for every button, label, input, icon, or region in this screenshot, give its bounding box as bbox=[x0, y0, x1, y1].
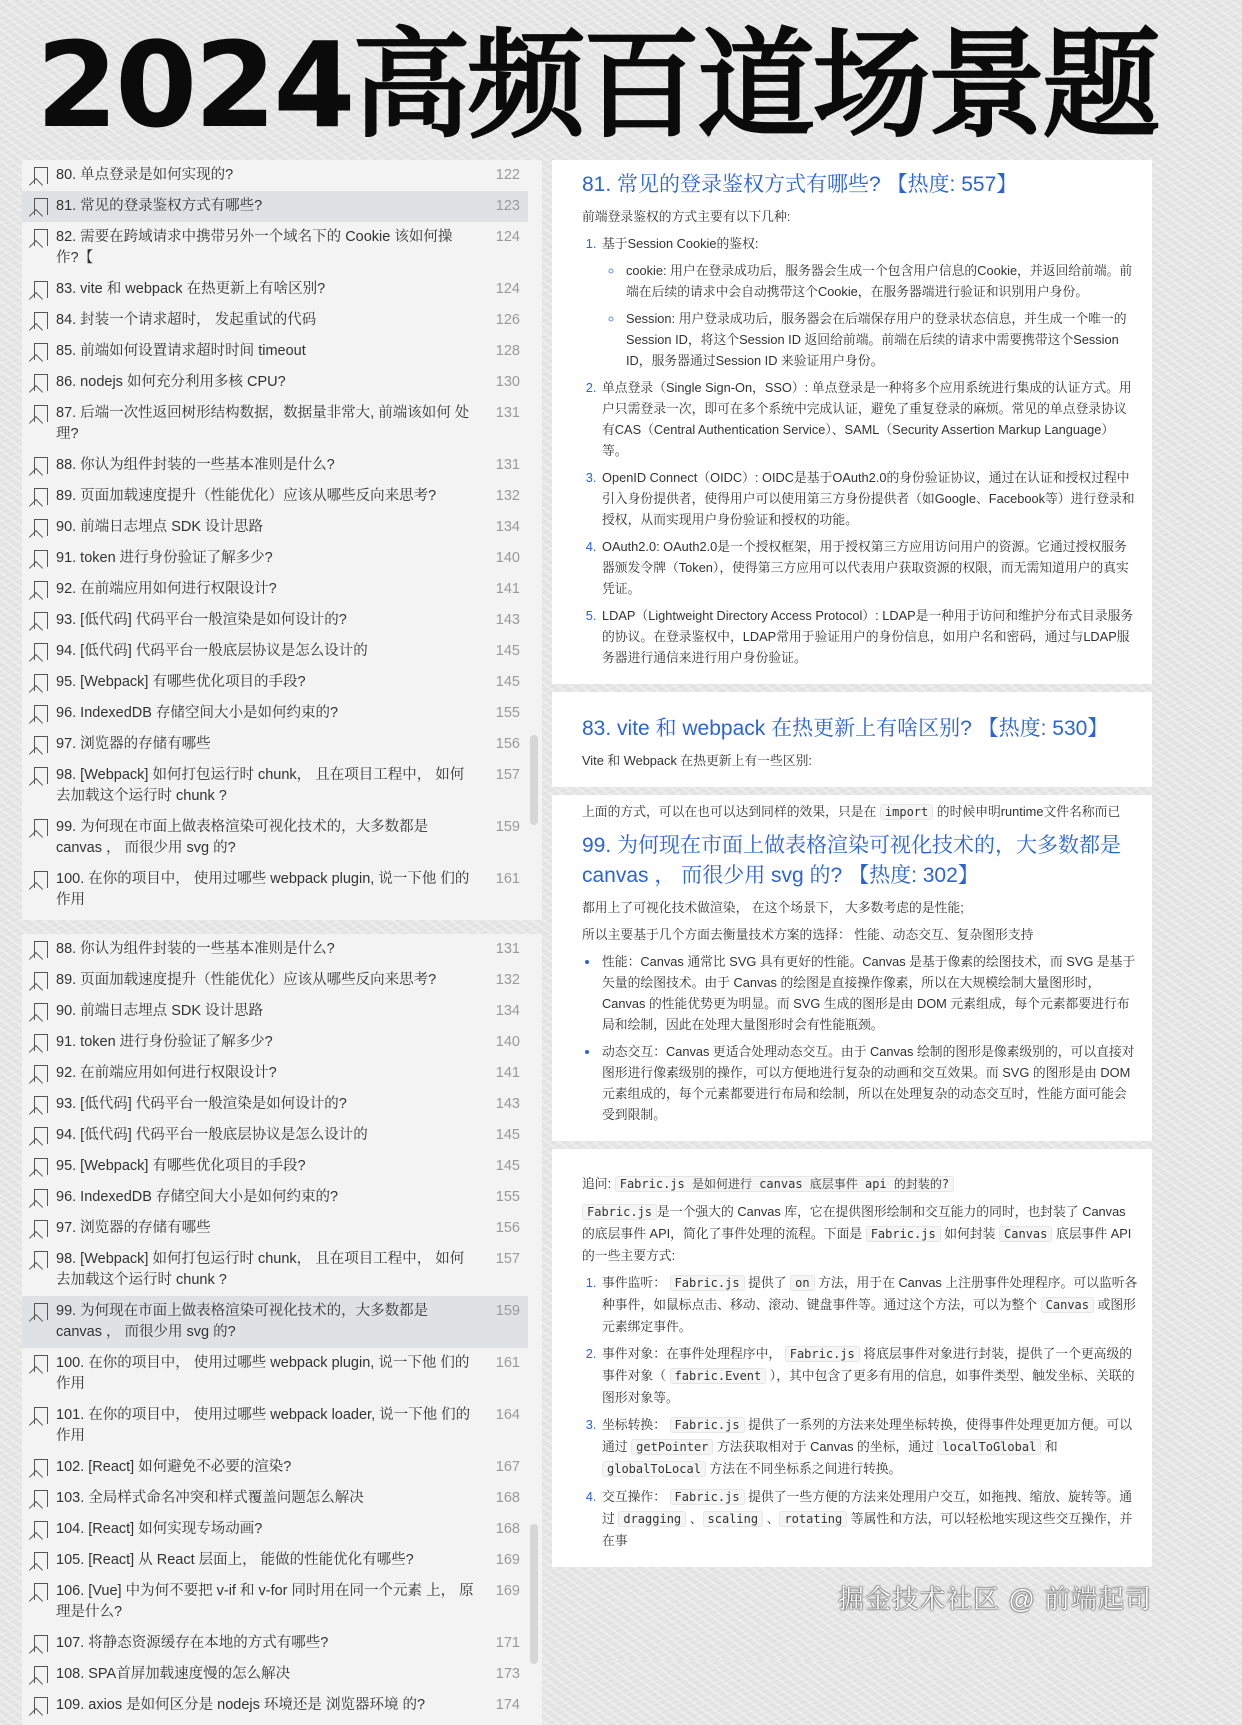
toc-item[interactable] bbox=[22, 1182, 528, 1213]
toc-item-title: 99. 为何现在市面上做表格渲染可视化技术的，大多数都是 canvas ， 而很少用 svg 的? bbox=[56, 1303, 429, 1340]
bookmark-icon bbox=[34, 519, 48, 536]
toc-item[interactable] bbox=[22, 1659, 528, 1690]
text-segment: 是一个强大的 Canvas 库，它在提供图形绘制和交互能力的同时，也封装了 Canvas 的底层事件 API，简化了事件处理的流程。下面是 bbox=[582, 1204, 1126, 1241]
inline-code: localToGlobal bbox=[937, 1439, 1041, 1455]
toc-item[interactable] bbox=[22, 543, 528, 574]
sub-list-item: ◦ Session: 用户登录成功后，服务器会在后端保存用户的登录状态信息，并生成一个唯一的Session ID，将这个Session ID 返回给前端。前端在后续的请求中需要携带这个Session ID，服务器通过Session ID 来验证用户身份。 bbox=[624, 308, 1138, 371]
toc-list-bottom bbox=[22, 934, 542, 1725]
toc-item-page: 169 bbox=[495, 1583, 520, 1599]
toc-item-title: 88. 你认为组件封装的一些基本准则是什么? bbox=[56, 941, 335, 957]
list-item: 4. OAuth2.0: OAuth2.0是一个授权框架，用于授权第三方应用访问用户的资源。它通过授权服务器颁发令牌（Token），使得第三方应用可以代表用户获取资源的权限，而无需知道用户的真实凭证。 bbox=[600, 536, 1138, 599]
bookmark-icon bbox=[34, 457, 48, 474]
toc-item[interactable] bbox=[22, 1628, 528, 1659]
inline-code: on bbox=[790, 1275, 814, 1291]
paragraph: 都用上了可视化技术做渲染， 在这个场景下， 大多数考虑的是性能; bbox=[582, 900, 964, 915]
bookmark-icon bbox=[34, 229, 48, 246]
toc-item-title: 100. 在你的项目中， 使用过哪些 webpack plugin, 说一下他 们的作用 bbox=[56, 1355, 470, 1392]
toc-item-title: 90. 前端日志埋点 SDK 设计思路 bbox=[56, 519, 264, 535]
bookmark-icon bbox=[34, 1521, 48, 1538]
sub-list-item: ◦ cookie: 用户在登录成功后，服务器会生成一个包含用户信息的Cookie，并返回给前端。前端在后续的请求中会自动携带这个Cookie，在服务器端进行验证和识别用户身份。 bbox=[624, 260, 1138, 302]
bookmark-icon bbox=[34, 488, 48, 505]
toc-item-title: 95. [Webpack] 有哪些优化项目的手段? bbox=[56, 674, 306, 690]
inline-code: Fabric.js bbox=[670, 1275, 745, 1291]
toc-item[interactable] bbox=[22, 934, 528, 965]
bookmark-icon bbox=[34, 819, 48, 836]
bookmark-icon bbox=[34, 581, 48, 598]
paragraph bbox=[582, 1201, 1138, 1266]
paragraph: Vite 和 Webpack 在热更新上有一些区别: bbox=[582, 753, 812, 768]
toc-item-page: 168 bbox=[495, 1490, 520, 1506]
toc-item[interactable] bbox=[22, 1576, 528, 1628]
bookmark-icon bbox=[34, 941, 48, 958]
section-heading: 83. vite 和 webpack 在热更新上有啥区别? 【热度: 530】 bbox=[582, 717, 1109, 740]
text-segment: 提供了一系列的方法来处理坐标转换，使得事件处理更加方便。可以通过 bbox=[602, 1417, 1133, 1454]
toc-item[interactable] bbox=[22, 274, 528, 305]
toc-item-page: 159 bbox=[495, 819, 520, 835]
list-item: • 性能：Canvas 通常比 SVG 具有更好的性能。Canvas 是基于像素的绘图技术，而 SVG 是基于矢量的绘图技术。由于 Canvas 的绘图是直接操作像素，所以在大规模绘制大量图形时，Canvas 的性能优势更为明显。而 SVG 生成的图形是由 DOM 元素组成，每个元素都要进行布局和绘制，因此在处理大量图形时会有性能瓶颈。 bbox=[600, 951, 1138, 1035]
text-segment: 方法获取相对于 Canvas 的坐标，通过 bbox=[713, 1439, 938, 1454]
inline-code: Fabric.js bbox=[582, 1204, 657, 1220]
text-segment: 交互操作： bbox=[602, 1489, 670, 1504]
text-segment: 和 bbox=[1041, 1439, 1058, 1454]
inline-code: Fabric.js 是如何进行 canvas 底层事件 api 的封装的? bbox=[615, 1176, 954, 1192]
toc-item-title: 91. token 进行身份验证了解多少? bbox=[56, 550, 273, 566]
toc-item[interactable] bbox=[22, 864, 528, 916]
toc-item[interactable] bbox=[22, 160, 528, 191]
toc-item[interactable] bbox=[22, 760, 528, 812]
toc-item-title: 86. nodejs 如何充分利用多核 CPU? bbox=[56, 374, 286, 390]
toc-item[interactable] bbox=[22, 1089, 528, 1120]
toc-item-page: 131 bbox=[495, 457, 520, 473]
text-segment: 的时候申明runtime文件名称而已 bbox=[933, 804, 1121, 819]
inline-code: getPointer bbox=[631, 1439, 713, 1455]
bookmark-icon bbox=[34, 1355, 48, 1372]
toc-item-title: 96. IndexedDB 存储空间大小是如何约束的? bbox=[56, 705, 339, 721]
toc-item[interactable] bbox=[22, 367, 528, 398]
toc-list-top bbox=[22, 160, 542, 920]
text-segment: 等属性和方法，可以轻松地实现这些交互操作，并在事 bbox=[602, 1511, 1133, 1548]
bookmark-icon bbox=[34, 1490, 48, 1507]
toc-item-title: 107. 将静态资源缓存在本地的方式有哪些? bbox=[56, 1635, 329, 1651]
text-segment: 、 bbox=[763, 1511, 780, 1526]
toc-item[interactable] bbox=[22, 1213, 528, 1244]
toc-item-page: 145 bbox=[495, 1158, 520, 1174]
toc-item-page: 143 bbox=[495, 612, 520, 628]
toc-item-page: 145 bbox=[495, 643, 520, 659]
toc-item[interactable] bbox=[22, 481, 528, 512]
bookmark-icon bbox=[34, 1189, 48, 1206]
inline-code: rotating bbox=[779, 1511, 847, 1527]
toc-item[interactable] bbox=[22, 812, 528, 864]
toc-item-page: 164 bbox=[495, 1407, 520, 1423]
inline-code: dragging bbox=[618, 1511, 686, 1527]
toc-item[interactable] bbox=[22, 1348, 528, 1400]
text-segment: 坐标转换： bbox=[602, 1417, 670, 1432]
scrollbar[interactable] bbox=[530, 1524, 538, 1664]
toc-item-title: 85. 前端如何设置请求超时时间 timeout bbox=[56, 343, 306, 359]
toc-item-title: 83. vite 和 webpack 在热更新上有啥区别? bbox=[56, 281, 326, 297]
toc-item-page: 123 bbox=[495, 198, 520, 214]
toc-item-title: 94. [低代码] 代码平台一般底层协议是怎么设计的 bbox=[56, 643, 368, 659]
inline-code: fabric.Event bbox=[670, 1368, 767, 1384]
bookmark-icon bbox=[34, 312, 48, 329]
paragraph: 前端登录鉴权的方式主要有以下几种: bbox=[582, 209, 791, 224]
toc-item-title: 82. 需要在跨域请求中携带另外一个域名下的 Cookie 该如何操 作?【 bbox=[56, 229, 453, 266]
toc-item-title: 88. 你认为组件封装的一些基本准则是什么? bbox=[56, 457, 335, 473]
text-segment: 方法，用于在 Canvas 上注册事件处理程序。可以监听各种事件，如鼠标点击、移动、滚动、键盘事件等。通过这个方法，可以为整个 bbox=[602, 1275, 1138, 1312]
bookmark-icon bbox=[34, 1635, 48, 1652]
toc-item-page: 130 bbox=[495, 374, 520, 390]
toc-item[interactable] bbox=[22, 729, 528, 760]
toc-item-page: 145 bbox=[495, 674, 520, 690]
toc-item-page: 122 bbox=[495, 167, 520, 183]
toc-item-title: 98. [Webpack] 如何打包运行时 chunk， 且在项目工程中， 如何去加载这个运行时 chunk ? bbox=[56, 1251, 465, 1288]
scrollbar[interactable] bbox=[530, 735, 538, 825]
toc-item-page: 161 bbox=[495, 1355, 520, 1371]
toc-item-title: 91. token 进行身份验证了解多少? bbox=[56, 1034, 273, 1050]
text-segment: 如何封装 bbox=[940, 1226, 1000, 1241]
toc-item[interactable] bbox=[22, 1058, 528, 1089]
list-item bbox=[600, 1272, 1138, 1337]
text-segment: 、 bbox=[686, 1511, 703, 1526]
toc-item-page: 157 bbox=[495, 767, 520, 783]
paragraph bbox=[582, 801, 1138, 823]
bookmark-icon bbox=[34, 1552, 48, 1569]
toc-item-title: 93. [低代码] 代码平台一般渲染是如何设计的? bbox=[56, 612, 347, 628]
text-segment: 追问: bbox=[582, 1176, 615, 1191]
inline-code: Canvas bbox=[1041, 1297, 1094, 1313]
toc-item-title: 100. 在你的项目中， 使用过哪些 webpack plugin, 说一下他 们的作用 bbox=[56, 871, 470, 908]
inline-code: Fabric.js bbox=[670, 1489, 745, 1505]
toc-item[interactable] bbox=[22, 305, 528, 336]
toc-item[interactable] bbox=[22, 1400, 528, 1452]
toc-item-title: 93. [低代码] 代码平台一般渲染是如何设计的? bbox=[56, 1096, 347, 1112]
right-column bbox=[552, 160, 1152, 1616]
toc-item-title: 96. IndexedDB 存储空间大小是如何约束的? bbox=[56, 1189, 339, 1205]
inline-code: Canvas bbox=[999, 1226, 1052, 1242]
toc-item[interactable] bbox=[22, 1244, 528, 1296]
toc-item-title: 87. 后端一次性返回树形结构数据，数据量非常大, 前端该如何 处理? bbox=[56, 405, 470, 442]
bookmark-icon bbox=[34, 1158, 48, 1175]
text-segment: 事件对象：在事件处理程序中， bbox=[602, 1346, 785, 1361]
toc-item-title: 84. 封装一个请求超时， 发起重试的代码 bbox=[56, 312, 317, 328]
doc-section-fabric bbox=[552, 1149, 1152, 1567]
toc-item-page: 124 bbox=[495, 229, 520, 245]
toc-item-page: 124 bbox=[495, 281, 520, 297]
toc-item[interactable] bbox=[22, 336, 528, 367]
doc-section-99 bbox=[552, 795, 1152, 1141]
bookmark-icon bbox=[34, 405, 48, 422]
bookmark-icon bbox=[34, 1065, 48, 1082]
bookmark-icon bbox=[34, 1303, 48, 1320]
toc-item-page: 167 bbox=[495, 1459, 520, 1475]
text-segment: 事件监听： bbox=[602, 1275, 670, 1290]
list-item: 5. LDAP（Lightweight Directory Access Protocol）: LDAP是一种用于访问和维护分布式目录服务的协议。在登录鉴权中，LDAP常用于验证用户的身份信息，如用户名和密码，通过与LDAP服务器进行通信来进行用户身份验证。 bbox=[600, 605, 1138, 668]
toc-item-title: 106. [Vue] 中为何不要把 v-if 和 v-for 同时用在同一个元素 上， 原理是什么? bbox=[56, 1583, 474, 1620]
toc-item-title: 92. 在前端应用如何进行权限设计? bbox=[56, 1065, 277, 1081]
toc-item-page: 132 bbox=[495, 972, 520, 988]
section-heading: 99. 为何现在市面上做表格渲染可视化技术的，大多数都是 canvas ， 而很少用 svg 的? 【热度: 302】 bbox=[582, 834, 1122, 887]
list-item: • 动态交互：Canvas 更适合处理动态交互。由于 Canvas 绘制的图形是像素级别的，可以直接对图形进行像素级别的操作，可以方便地进行复杂的动画和交互效果。而 SVG 的图形是由 DOM 元素组成的，每个元素都要进行布局和绘制，所以在处理复杂的动态交互时，性能方面可能会受到限制。 bbox=[600, 1041, 1138, 1125]
toc-item[interactable] bbox=[22, 398, 528, 450]
toc-item[interactable] bbox=[22, 965, 528, 996]
page-title: 2024高频百道场景题 bbox=[36, 16, 1158, 154]
bookmark-icon bbox=[34, 705, 48, 722]
bookmark-icon bbox=[34, 871, 48, 888]
toc-item-page: 156 bbox=[495, 1220, 520, 1236]
list-item bbox=[600, 1343, 1138, 1408]
bookmark-icon bbox=[34, 281, 48, 298]
toc-item[interactable] bbox=[22, 1514, 528, 1545]
text-segment: 方法在不同坐标系之间进行转换。 bbox=[705, 1461, 902, 1476]
toc-item[interactable] bbox=[22, 1545, 528, 1576]
toc-item-page: 155 bbox=[495, 705, 520, 721]
list-item: 2. 单点登录（Single Sign-On，SSO）: 单点登录是一种将多个应用系统进行集成的认证方式。用户只需登录一次，即可在多个系统中完成认证，避免了重复登录的麻烦。常见的单点登录协议有CAS（Central Authentication Service）、SAML（Security Assertion Markup Language）等。 bbox=[600, 377, 1138, 461]
toc-item-title: 94. [低代码] 代码平台一般底层协议是怎么设计的 bbox=[56, 1127, 368, 1143]
inline-code: Fabric.js bbox=[785, 1346, 860, 1362]
bookmark-icon bbox=[34, 1407, 48, 1424]
bookmark-icon bbox=[34, 550, 48, 567]
bookmark-icon bbox=[34, 374, 48, 391]
toc-item[interactable] bbox=[22, 636, 528, 667]
list-item: 3. OpenID Connect（OIDC）: OIDC是基于OAuth2.0的身份验证协议，通过在认证和授权过程中引入身份提供者，使得用户可以使用第三方身份提供者（如Google、Facebook等）进行登录和授权，从而实现用户身份验证和授权的功能。 bbox=[600, 467, 1138, 530]
fabric-list bbox=[600, 1272, 1138, 1551]
list-item bbox=[600, 1414, 1138, 1480]
toc-item-page: 132 bbox=[495, 488, 520, 504]
toc-item[interactable] bbox=[22, 1452, 528, 1483]
bookmark-icon bbox=[34, 674, 48, 691]
toc-item[interactable] bbox=[22, 1151, 528, 1182]
bookmark-icon bbox=[34, 1697, 48, 1714]
toc-item-page: 141 bbox=[495, 581, 520, 597]
toc-item[interactable] bbox=[22, 698, 528, 729]
text-segment: 将底层事件对象进行封装，提供了一个更高级的事件对象（ bbox=[602, 1346, 1133, 1383]
bookmark-icon bbox=[34, 198, 48, 215]
toc-item[interactable] bbox=[22, 667, 528, 698]
inline-code: scaling bbox=[703, 1511, 764, 1527]
follow-up-question bbox=[582, 1173, 1138, 1195]
toc-item[interactable] bbox=[22, 996, 528, 1027]
toc-item[interactable] bbox=[22, 512, 528, 543]
bookmark-icon bbox=[34, 1127, 48, 1144]
list-item bbox=[600, 233, 1138, 371]
bookmark-icon bbox=[34, 736, 48, 753]
bookmark-icon bbox=[34, 612, 48, 629]
toc-item-page: 161 bbox=[495, 871, 520, 887]
toc-item-page: 157 bbox=[495, 1251, 520, 1267]
toc-item-title: 89. 页面加载速度提升（性能优化）应该从哪些反向来思考? bbox=[56, 488, 437, 504]
text-segment: 底层事件 API 的一些主要方式: bbox=[582, 1226, 1132, 1263]
toc-item-title: 90. 前端日志埋点 SDK 设计思路 bbox=[56, 1003, 264, 1019]
bookmark-icon bbox=[34, 1034, 48, 1051]
bookmark-icon bbox=[34, 1459, 48, 1476]
toc-item-page: 134 bbox=[495, 1003, 520, 1019]
toc-item-page: 168 bbox=[495, 1521, 520, 1537]
toc-item-page: 156 bbox=[495, 736, 520, 752]
text-segment: 提供了 bbox=[744, 1275, 791, 1290]
text-segment: 上面的方式，可以在也可以达到同样的效果，只是在 bbox=[582, 804, 880, 819]
text-segment: ），其中包含了更多有用的信息，如事件类型、触发坐标、关联的图形对象等。 bbox=[602, 1368, 1135, 1405]
bookmark-icon bbox=[34, 1220, 48, 1237]
toc-item-page: 145 bbox=[495, 1127, 520, 1143]
toc-item-page: 126 bbox=[495, 312, 520, 328]
toc-item-page: 140 bbox=[495, 550, 520, 566]
inline-code: import bbox=[880, 804, 933, 820]
toc-item-page: 159 bbox=[495, 1303, 520, 1319]
left-column bbox=[22, 160, 542, 1725]
bookmark-icon bbox=[34, 1251, 48, 1268]
toc-item-page: 169 bbox=[495, 1552, 520, 1568]
toc-item-title: 103. 全局样式命名冲突和样式覆盖问题怎么解决 bbox=[56, 1490, 364, 1506]
bookmark-icon bbox=[34, 1583, 48, 1600]
toc-item-page: 173 bbox=[495, 1666, 520, 1682]
doc-section-81 bbox=[552, 160, 1152, 684]
toc-item[interactable] bbox=[22, 1483, 528, 1514]
toc-item-title: 102. [React] 如何避免不必要的渲染? bbox=[56, 1459, 292, 1475]
toc-item-page: 155 bbox=[495, 1189, 520, 1205]
text-segment: 或图形元素绑定事件。 bbox=[602, 1297, 1136, 1334]
toc-item[interactable] bbox=[22, 222, 528, 274]
section-heading: 81. 常见的登录鉴权方式有哪些? 【热度: 557】 bbox=[582, 173, 1018, 196]
inline-code: Fabric.js bbox=[866, 1226, 941, 1242]
toc-item[interactable] bbox=[22, 1120, 528, 1151]
bookmark-icon bbox=[34, 767, 48, 784]
toc-item[interactable] bbox=[22, 1027, 528, 1058]
bookmark-icon bbox=[34, 972, 48, 989]
list-item-text: 基于Session Cookie的鉴权: bbox=[602, 236, 759, 251]
toc-item-title: 108. SPA首屏加载速度慢的怎么解决 bbox=[56, 1666, 291, 1682]
toc-item-title: 99. 为何现在市面上做表格渲染可视化技术的，大多数都是 canvas ， 而很少用 svg 的? bbox=[56, 819, 429, 856]
toc-item-page: 128 bbox=[495, 343, 520, 359]
toc-item-title: 89. 页面加载速度提升（性能优化）应该从哪些反向来思考? bbox=[56, 972, 437, 988]
toc-item-page: 140 bbox=[495, 1034, 520, 1050]
inline-code: Fabric.js bbox=[670, 1417, 745, 1433]
toc-item-page: 143 bbox=[495, 1096, 520, 1112]
bookmark-icon bbox=[34, 343, 48, 360]
toc-item-title: 81. 常见的登录鉴权方式有哪些? bbox=[56, 198, 263, 214]
text-segment: 提供了一些方便的方法来处理用户交互，如拖拽、缩放、旋转等。通过 bbox=[602, 1489, 1133, 1526]
bookmark-icon bbox=[34, 1666, 48, 1683]
doc-section-83 bbox=[552, 692, 1152, 787]
toc-item-page: 131 bbox=[495, 405, 520, 421]
toc-item[interactable] bbox=[22, 450, 528, 481]
toc-item-title: 101. 在你的项目中， 使用过哪些 webpack loader, 说一下他 们的作用 bbox=[56, 1407, 471, 1444]
paragraph: 所以主要基于几个方面去衡量技术方案的选择： 性能、动态交互、复杂图形支持 bbox=[582, 927, 1034, 942]
watermark: 掘金技术社区 @ 前端起司 bbox=[838, 1584, 1152, 1614]
list-item bbox=[600, 1486, 1138, 1551]
toc-item-title: 95. [Webpack] 有哪些优化项目的手段? bbox=[56, 1158, 306, 1174]
toc-item-title: 109. axios 是如何区分是 nodejs 环境还是 浏览器环境 的? bbox=[56, 1697, 426, 1713]
bookmark-icon bbox=[34, 1096, 48, 1113]
toc-item[interactable] bbox=[22, 574, 528, 605]
toc-item-title: 97. 浏览器的存储有哪些 bbox=[56, 1220, 211, 1236]
toc-item[interactable] bbox=[22, 191, 528, 222]
inline-code: globalToLocal bbox=[602, 1461, 706, 1477]
toc-item-page: 174 bbox=[495, 1697, 520, 1713]
toc-item-title: 105. [React] 从 React 层面上， 能做的性能优化有哪些? bbox=[56, 1552, 414, 1568]
toc-item-page: 134 bbox=[495, 519, 520, 535]
toc-item-page: 141 bbox=[495, 1065, 520, 1081]
bookmark-icon bbox=[34, 1003, 48, 1020]
toc-item[interactable] bbox=[22, 1690, 528, 1721]
auth-methods-list bbox=[600, 233, 1138, 668]
toc-item[interactable] bbox=[22, 605, 528, 636]
toc-item-title: 80. 单点登录是如何实现的? bbox=[56, 167, 234, 183]
toc-item-title: 92. 在前端应用如何进行权限设计? bbox=[56, 581, 277, 597]
toc-item-page: 171 bbox=[495, 1635, 520, 1651]
toc-item-title: 97. 浏览器的存储有哪些 bbox=[56, 736, 211, 752]
toc-item-page: 131 bbox=[495, 941, 520, 957]
bookmark-icon bbox=[34, 643, 48, 660]
bookmark-icon bbox=[34, 167, 48, 184]
toc-item[interactable] bbox=[22, 1296, 528, 1348]
toc-item-title: 104. [React] 如何实现专场动画? bbox=[56, 1521, 263, 1537]
toc-item-title: 98. [Webpack] 如何打包运行时 chunk， 且在项目工程中， 如何去加载这个运行时 chunk ? bbox=[56, 767, 465, 804]
